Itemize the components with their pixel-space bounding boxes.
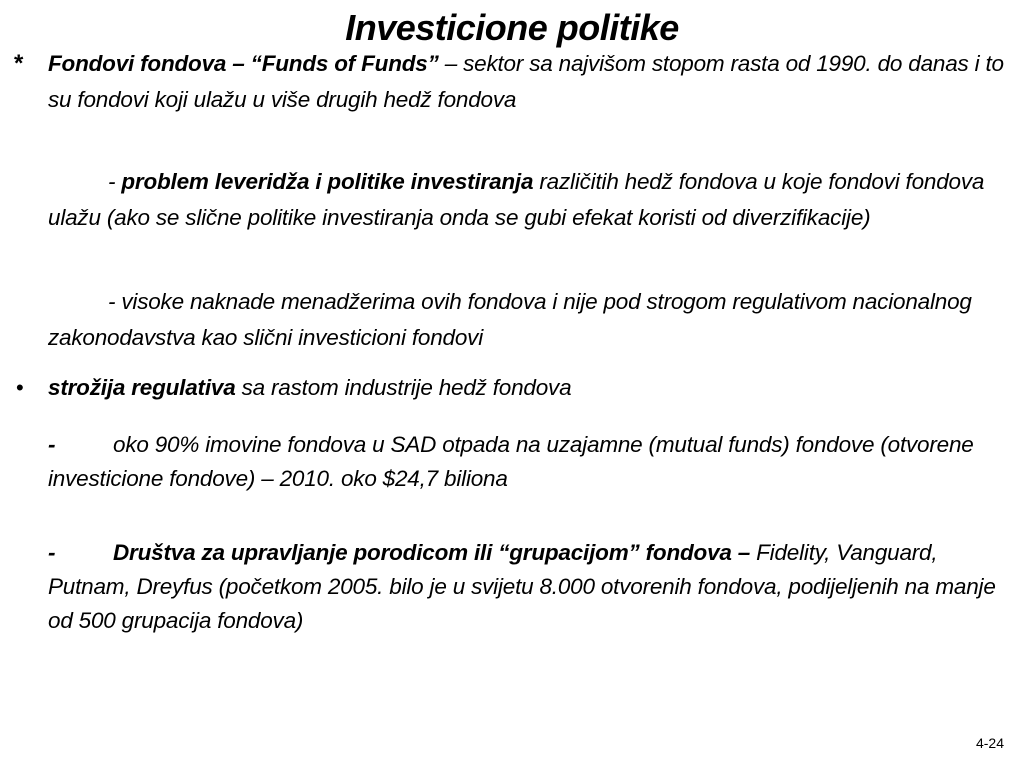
- mutual-funds-paragraph: [48, 428, 1016, 496]
- high-fees-paragraph: [48, 284, 1016, 356]
- leverage-problem-heading: problem leveridža i politike investiranja: [121, 169, 534, 194]
- fund-families-text: Fidelity, Vanguard, Putnam, Dreyfus (početkom 2005. bilo je u svijetu 8.000 otvorenih fondova, podijeljenih na manje od 500 grupacija fondova): [48, 540, 996, 633]
- mutual-funds-text: oko 90% imovine fondova u SAD otpada na uzajamne (mutual funds) fondove (otvorene investicione fondove) – 2010. oko $24,7 biliona: [48, 432, 974, 491]
- stricter-regulation-heading: strožija regulativa: [48, 375, 236, 400]
- funds-of-funds-heading: Fondovi fondova – “Funds of Funds”: [48, 51, 439, 76]
- leverage-problem-paragraph: [48, 164, 1016, 236]
- mutual-funds-dash: -: [48, 432, 56, 457]
- funds-of-funds-paragraph: [48, 46, 1016, 118]
- bullet-dot: •: [16, 375, 24, 400]
- asterisk-marker: *: [14, 50, 24, 77]
- high-fees-text: - visoke naknade menadžerima ovih fondova i nije pod strogom regulativom nacionalnog zakonodavstva kao slični investicioni fondovi: [48, 289, 972, 350]
- stricter-regulation-paragraph: [48, 370, 1016, 406]
- slide-title: Investicione politike: [345, 7, 679, 48]
- fund-families-paragraph: [48, 536, 1016, 638]
- stricter-regulation-text: sa rastom industrije hedž fondova: [235, 375, 572, 400]
- fund-families-heading: Društva za upravljanje porodicom ili “grupacijom” fondova –: [113, 540, 751, 565]
- fund-families-dash: -: [48, 540, 56, 565]
- funds-of-funds-text: – sektor sa najvišom stopom rasta od 1990. do danas i to su fondovi koji ulažu u više drugih hedž fondova: [48, 51, 1004, 112]
- page-number: 4-24: [975, 735, 1004, 751]
- leverage-problem-text: različitih hedž fondova u koje fondovi fondova ulažu (ako se slične politike investiranja onda se gubi efekat koristi od diverzifikacije): [48, 169, 985, 230]
- leverage-problem-prefix: -: [108, 169, 122, 194]
